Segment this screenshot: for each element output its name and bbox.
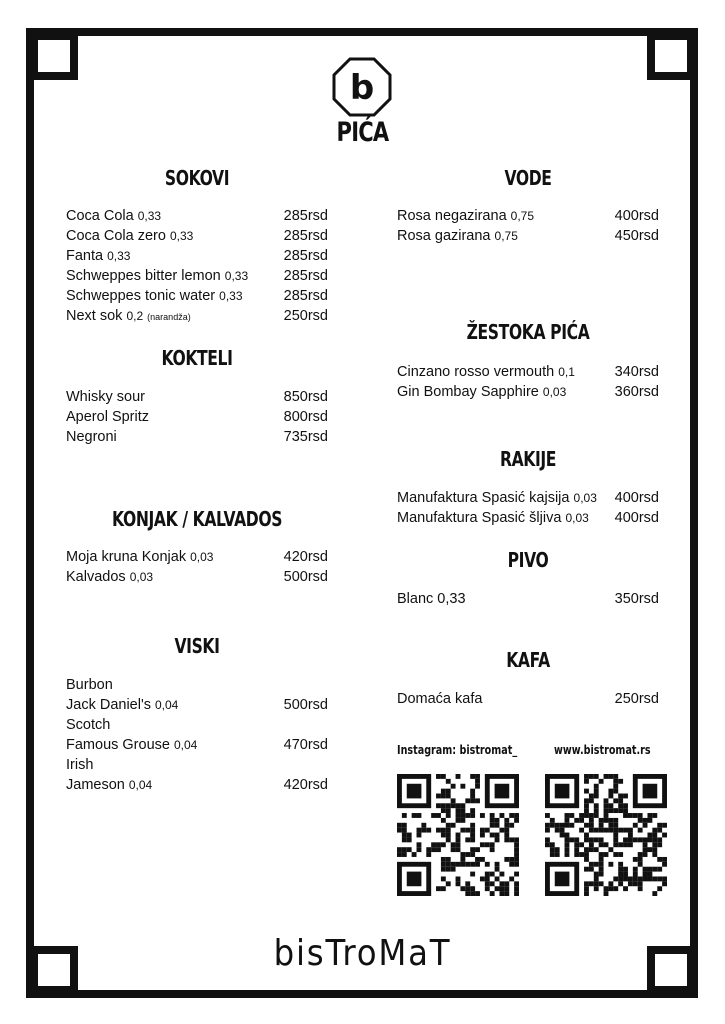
menu-item xyxy=(66,547,213,567)
menu-item-name: Fanta xyxy=(66,248,104,264)
menu-item-price: 285rsd xyxy=(283,268,328,284)
menu-item-price: 400rsd xyxy=(614,510,659,526)
menu-item xyxy=(397,508,589,528)
menu-item-quantity: 0,33 xyxy=(107,249,131,263)
menu-item-name: Manufaktura Spasić šljiva xyxy=(397,510,562,526)
menu-item-quantity: 0,03 xyxy=(573,491,597,505)
menu-item-price: 360rsd xyxy=(614,384,659,400)
menu-item-quantity: 0,75 xyxy=(510,209,535,223)
menu-item xyxy=(66,735,197,755)
menu-item-price: 285rsd xyxy=(283,288,328,304)
section-heading-zestoka: ŽESTOKA PIĆA xyxy=(466,320,590,344)
menu-item-price: 500rsd xyxy=(283,697,328,713)
bistromat-logo-icon xyxy=(332,57,392,117)
menu-item-price: 400rsd xyxy=(614,490,659,506)
menu-item-price: 285rsd xyxy=(283,248,328,264)
menu-item-price: 420rsd xyxy=(283,777,328,793)
menu-item xyxy=(397,382,566,402)
section-heading-kafa: KAFA xyxy=(506,648,550,672)
menu-item-name: Aperol Spritz xyxy=(66,409,150,425)
menu-item-name: Negroni xyxy=(66,429,117,445)
whisky-category-label: Scotch xyxy=(66,717,111,733)
menu-item-price: 450rsd xyxy=(614,228,659,244)
corner-ornament xyxy=(647,32,695,80)
menu-item-quantity: 0,03 xyxy=(542,385,567,399)
menu-item xyxy=(66,775,152,795)
menu-item-price: 340rsd xyxy=(614,364,659,380)
section-heading-sokovi: SOKOVI xyxy=(164,166,230,190)
menu-item-name: Whisky sour xyxy=(66,389,145,405)
menu-item xyxy=(66,695,178,715)
whisky-category-label: Irish xyxy=(66,757,94,773)
menu-item-quantity: 0,75 xyxy=(494,229,518,243)
menu-item-note: (narandža) xyxy=(147,312,191,322)
menu-item-price: 400rsd xyxy=(614,208,659,224)
menu-item-name: Gin Bombay Sapphire xyxy=(397,384,539,400)
menu-item-price: 420rsd xyxy=(283,549,328,565)
menu-item xyxy=(397,689,482,709)
menu-item-quantity: 0,03 xyxy=(190,550,214,564)
section-heading-vode: VODE xyxy=(504,166,552,190)
menu-item-name: Rosa gazirana xyxy=(397,228,491,244)
menu-item-price: 500rsd xyxy=(283,569,328,585)
page-title: PIĆA xyxy=(336,117,389,148)
menu-item-quantity: 0,33 xyxy=(219,289,243,303)
menu-item-name: Schweppes tonic water xyxy=(66,288,216,304)
menu-item-quantity: 0,04 xyxy=(174,738,198,752)
menu-item-price: 350rsd xyxy=(614,591,659,607)
menu-item xyxy=(66,286,243,306)
instagram-handle: Instagram: bistromat_ xyxy=(397,743,518,757)
menu-item-name: Next sok xyxy=(66,308,123,324)
menu-item xyxy=(66,246,130,266)
menu-item-name: Cinzano rosso vermouth xyxy=(397,364,555,380)
menu-item-name: Jameson xyxy=(66,777,125,793)
menu-item xyxy=(66,567,153,587)
website-link[interactable]: www.bistromat.rs xyxy=(554,743,651,757)
menu-item-quantity: 0,33 xyxy=(169,229,194,243)
menu-item-quantity: 0,33 xyxy=(224,269,249,283)
menu-item-price: 250rsd xyxy=(283,308,328,324)
menu-item xyxy=(66,266,248,286)
whisky-category-label: Burbon xyxy=(66,677,113,693)
menu-item-name: Domaća kafa xyxy=(397,691,483,707)
menu-item-name: Schweppes bitter lemon xyxy=(66,268,221,284)
menu-item xyxy=(66,206,161,226)
corner-ornament xyxy=(647,946,695,994)
menu-item-name: Blanc 0,33 xyxy=(397,591,466,607)
menu-item-quantity: 0,33 xyxy=(137,209,162,223)
menu-item-price: 470rsd xyxy=(283,737,328,753)
menu-item-price: 850rsd xyxy=(283,389,328,405)
section-heading-kokteli: KOKTELI xyxy=(161,346,233,370)
corner-ornament xyxy=(30,946,78,994)
menu-item-price: 800rsd xyxy=(283,409,328,425)
section-heading-konjak: KONJAK / KALVADOS xyxy=(111,507,283,531)
menu-item-price: 735rsd xyxy=(283,429,328,445)
menu-item-quantity: 0,2 xyxy=(126,309,144,323)
menu-item-quantity: 0,1 xyxy=(558,365,575,379)
menu-item-quantity: 0,03 xyxy=(129,570,154,584)
menu-item-price: 250rsd xyxy=(614,691,659,707)
menu-item-name: Kalvados xyxy=(66,569,126,585)
menu-item xyxy=(397,589,466,609)
menu-item xyxy=(66,226,193,246)
menu-item-name: Moja kruna Konjak xyxy=(66,549,187,565)
menu-item-name: Jack Daniel's xyxy=(66,697,151,713)
menu-item-name: Famous Grouse xyxy=(66,737,170,753)
menu-item xyxy=(397,362,575,382)
menu-item-name: Coca Cola zero xyxy=(66,228,166,244)
menu-item-name: Manufaktura Spasić kajsija xyxy=(397,490,570,506)
svg-text:b: b xyxy=(349,68,375,108)
menu-item-price: 285rsd xyxy=(283,208,328,224)
menu-item-quantity: 0,04 xyxy=(155,698,179,712)
menu-item xyxy=(66,306,191,327)
menu-item-name: Coca Cola xyxy=(66,208,134,224)
menu-item xyxy=(397,226,518,246)
brand-wordmark: bisTroMaT xyxy=(273,933,452,974)
corner-ornament xyxy=(30,32,78,80)
menu-item-name: Rosa negazirana xyxy=(397,208,507,224)
section-heading-viski: VISKI xyxy=(174,634,220,658)
menu-item-quantity: 0,03 xyxy=(565,511,589,525)
section-heading-rakije: RAKIJE xyxy=(499,447,557,471)
instagram-qr-code-icon xyxy=(397,774,519,896)
menu-item xyxy=(66,407,149,427)
menu-item xyxy=(397,488,597,508)
menu-item-quantity: 0,04 xyxy=(128,778,153,792)
website-qr-code-icon xyxy=(545,774,667,896)
menu-item xyxy=(397,206,534,226)
menu-item-price: 285rsd xyxy=(283,228,328,244)
section-heading-pivo: PIVO xyxy=(507,548,549,572)
menu-item xyxy=(66,427,117,447)
menu-item xyxy=(66,387,145,407)
